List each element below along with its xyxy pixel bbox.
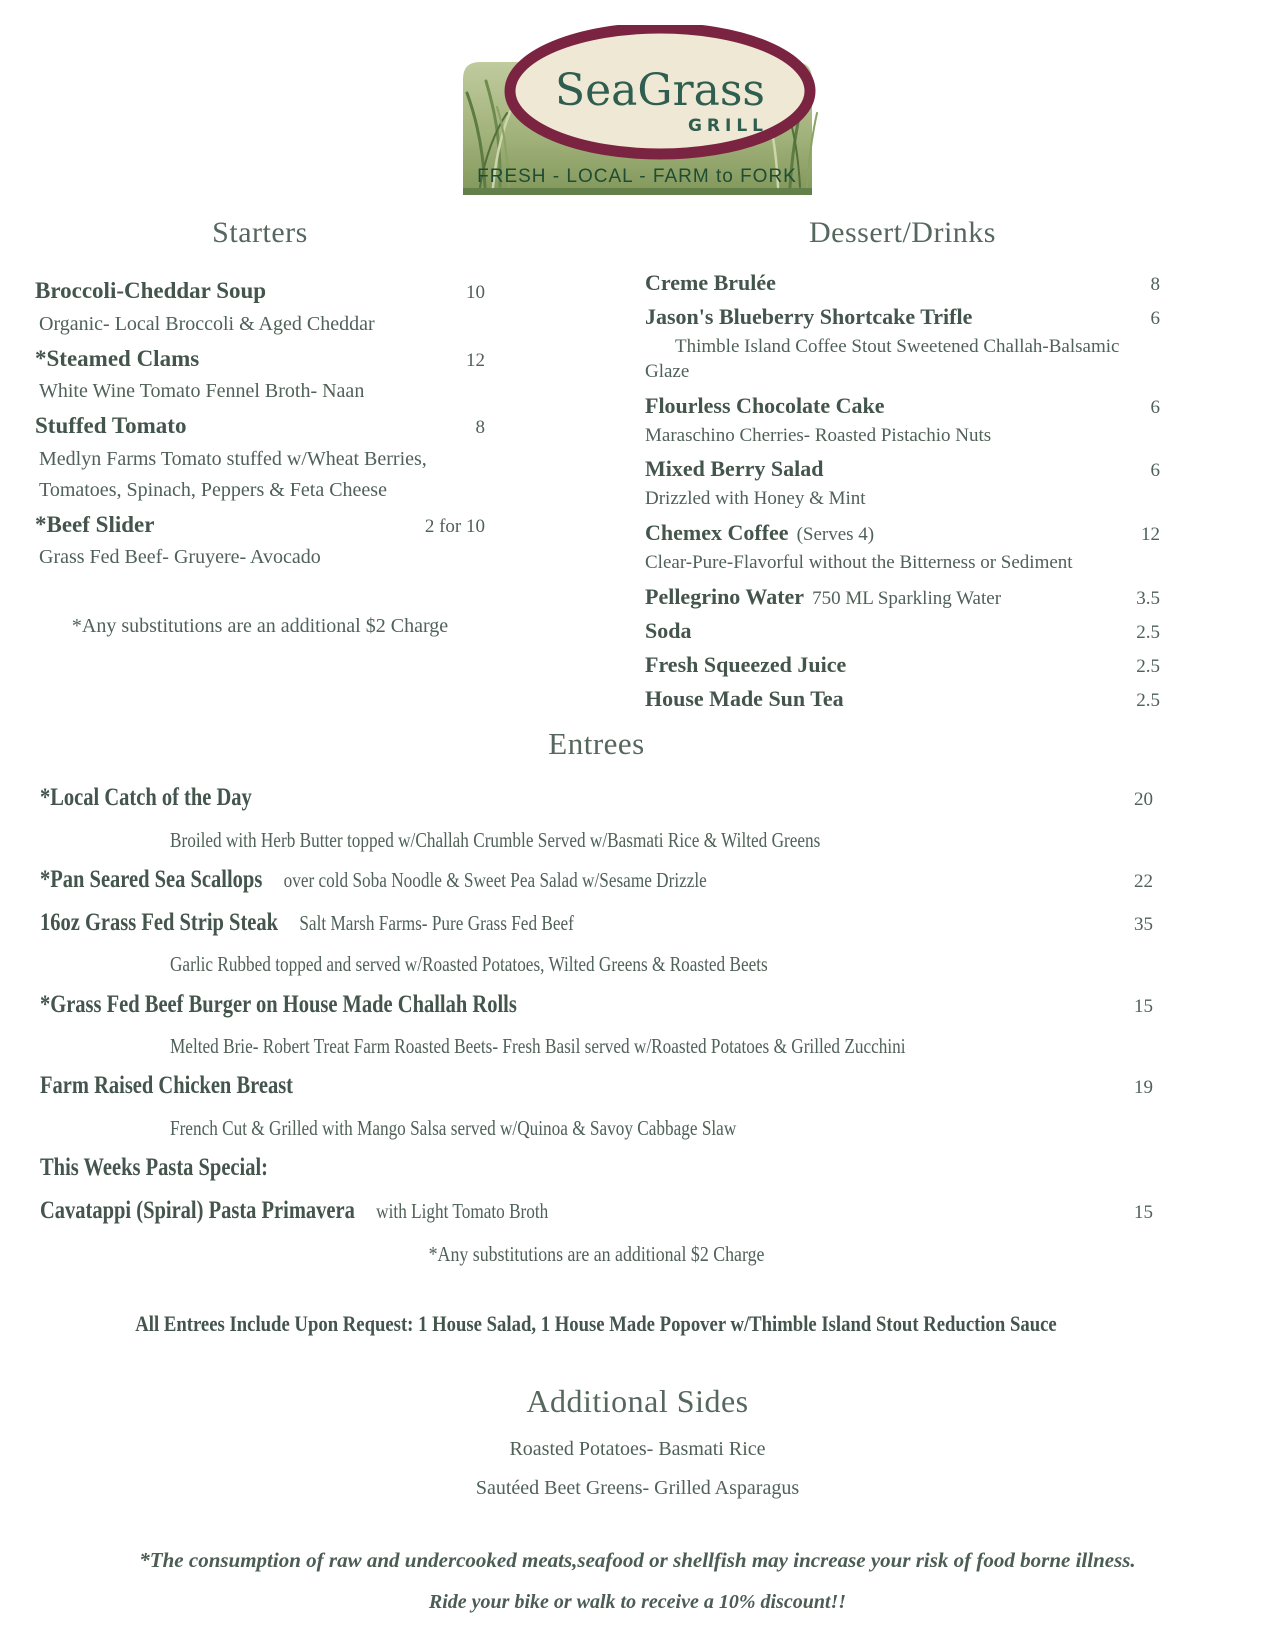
item-description: Grass Fed Beef- Gruyere- Avocado bbox=[39, 546, 321, 568]
item-name-suffix: (Serves 4) bbox=[796, 524, 875, 546]
menu-item-row bbox=[645, 648, 1160, 682]
item-price: 3.5 bbox=[1136, 587, 1160, 609]
menu-item-row bbox=[645, 516, 1160, 550]
item-name: Fresh Squeezed Juice bbox=[645, 652, 847, 678]
item-name: Mixed Berry Salad bbox=[645, 456, 824, 482]
menu-item-row bbox=[645, 614, 1160, 648]
item-inline-description: with Light Tomato Broth bbox=[376, 1199, 549, 1224]
starters-title: Starters bbox=[212, 216, 308, 249]
menu-item-row bbox=[40, 905, 1153, 941]
additional-sides-title: Additional Sides bbox=[526, 1382, 749, 1419]
menu-item-row bbox=[35, 508, 485, 543]
item-name: *Grass Fed Beef Burger on House Made Challah Rolls bbox=[40, 990, 517, 1018]
menu-columns bbox=[0, 216, 1275, 716]
item-description: White Wine Tomato Fennel Broth- Naan bbox=[39, 380, 365, 402]
item-description: Broiled with Herb Butter topped w/Challah Crumble Served w/Basmati Rice & Wilted Greens bbox=[170, 827, 821, 852]
item-price: 10 bbox=[466, 282, 485, 303]
item-price: 2 for 10 bbox=[424, 515, 485, 537]
item-price: 22 bbox=[1134, 870, 1153, 892]
item-name: Chemex Coffee (Serves 4) bbox=[645, 520, 875, 546]
menu-item-row bbox=[645, 452, 1160, 486]
item-name: Farm Raised Chicken Breast bbox=[40, 1072, 294, 1100]
menu-item-row bbox=[40, 862, 1153, 898]
logo-name-text: SeaGrass bbox=[555, 65, 765, 116]
consumption-warning: *The consumption of raw and undercooked meats,seafood or shellfish may increase your risk of food borne illness. bbox=[139, 1547, 1136, 1572]
item-name: Pellegrino Water 750 ML Sparkling Water bbox=[645, 583, 1002, 609]
starters-section bbox=[35, 216, 485, 716]
logo-bottom-strip bbox=[463, 188, 812, 195]
item-inline-description: over cold Soba Noodle & Sweet Pea Salad w/Sesame Drizzle bbox=[283, 867, 707, 892]
item-price: 12 bbox=[466, 349, 485, 371]
logo-tagline-text: FRESH - LOCAL - FARM to FORK bbox=[477, 166, 797, 187]
item-name: Creme Brulée bbox=[645, 270, 776, 295]
dessert-drinks-section bbox=[645, 216, 1160, 716]
item-price: 2.5 bbox=[1136, 656, 1160, 678]
menu-item-row bbox=[40, 780, 1153, 816]
footer-notes bbox=[0, 1548, 1275, 1614]
item-name: *Steamed Clams bbox=[35, 345, 200, 371]
restaurant-logo bbox=[445, 25, 830, 200]
item-price: 2.5 bbox=[1136, 622, 1160, 643]
item-price: 20 bbox=[1134, 789, 1153, 811]
item-price: 6 bbox=[1150, 308, 1160, 330]
item-price: 19 bbox=[1134, 1077, 1153, 1099]
item-inline-description: Salt Marsh Farms- Pure Grass Fed Beef bbox=[299, 911, 574, 936]
item-description: Garlic Rubbed topped and served w/Roasted Potatoes, Wilted Greens & Roasted Beets bbox=[170, 952, 768, 977]
seagrass-logo-graphic bbox=[445, 25, 830, 195]
item-name: *Pan Seared Sea Scallops over cold Soba Noodle & Sweet Pea Salad w/Sesame Drizzle bbox=[40, 865, 707, 893]
item-price: 6 bbox=[1150, 460, 1160, 482]
item-description: Clear-Pure-Flavorful without the Bitterness or Sediment bbox=[645, 552, 1073, 574]
menu-item-row bbox=[40, 1193, 1153, 1229]
menu-item-row bbox=[35, 274, 485, 309]
item-description: French Cut & Grilled with Mango Salsa served w/Quinoa & Savoy Cabbage Slaw bbox=[170, 1115, 737, 1140]
item-price: 15 bbox=[1134, 1202, 1153, 1224]
item-name: *Local Catch of the Day bbox=[40, 784, 252, 812]
sides-line: Roasted Potatoes- Basmati Rice bbox=[509, 1437, 766, 1460]
menu-item-row bbox=[645, 266, 1160, 300]
item-price: 12 bbox=[1141, 524, 1160, 546]
item-name: *Beef Slider bbox=[35, 511, 155, 537]
menu-item-row bbox=[645, 300, 1160, 334]
item-description: Medlyn Farms Tomato stuffed w/Wheat Berries, Tomatoes, Spinach, Peppers & Feta Cheese bbox=[39, 447, 427, 501]
menu-item-row bbox=[645, 580, 1160, 614]
menu-item-row bbox=[645, 389, 1160, 423]
item-description: Thimble Island Coffee Stout Sweetened Challah-Balsamic Glaze bbox=[645, 336, 1120, 382]
entrees-include-note: All Entrees Include Upon Request: 1 House Salad, 1 House Made Popover w/Thimble Island Stout Reduction Sauce bbox=[135, 1310, 1058, 1336]
item-price: 2.5 bbox=[1136, 690, 1160, 712]
menu-item-row bbox=[40, 987, 1153, 1023]
menu-item-row bbox=[40, 1068, 1153, 1104]
item-name: Broccoli-Cheddar Soup bbox=[35, 278, 267, 303]
item-price: 8 bbox=[475, 417, 485, 438]
item-price: 8 bbox=[1150, 274, 1160, 295]
item-name: Jason's Blueberry Shortcake Trifle bbox=[645, 304, 973, 330]
dessert-drinks-title: Dessert/Drinks bbox=[809, 216, 996, 249]
menu-item-row bbox=[40, 1150, 1153, 1186]
menu-item-row bbox=[35, 409, 485, 444]
item-description: Maraschino Cherries- Roasted Pistachio Nuts bbox=[645, 424, 992, 446]
item-name-suffix: 750 ML Sparkling Water bbox=[812, 587, 1002, 609]
item-name: Cavatappi (Spiral) Pasta Primavera with Light Tomato Broth bbox=[40, 1197, 549, 1225]
bike-discount-note: Ride your bike or walk to receive a 10% discount!! bbox=[428, 1590, 847, 1613]
item-price: 6 bbox=[1150, 396, 1160, 418]
item-description: Melted Brie- Robert Treat Farm Roasted Beets- Fresh Basil served w/Roasted Potatoes & Grilled Zucchini bbox=[170, 1034, 906, 1059]
substitutions-note: *Any substitutions are an additional $2 Charge bbox=[71, 615, 449, 637]
item-price: 35 bbox=[1134, 914, 1153, 936]
item-description: Organic- Local Broccoli & Aged Cheddar bbox=[39, 312, 375, 335]
item-name: Stuffed Tomato bbox=[35, 413, 187, 438]
item-description: Drizzled with Honey & Mint bbox=[645, 488, 866, 510]
menu-item-row bbox=[645, 682, 1160, 716]
item-price: 15 bbox=[1134, 995, 1153, 1017]
item-name: House Made Sun Tea bbox=[645, 686, 844, 712]
entrees-section bbox=[40, 726, 1153, 1336]
item-name: Soda bbox=[645, 618, 692, 643]
menu-item-row bbox=[35, 342, 485, 377]
item-name: 16oz Grass Fed Strip Steak Salt Marsh Farms- Pure Grass Fed Beef bbox=[40, 909, 574, 937]
item-name: This Weeks Pasta Special: bbox=[40, 1154, 268, 1182]
item-name: Flourless Chocolate Cake bbox=[645, 392, 885, 418]
substitutions-note: *Any substitutions are an additional $2 Charge bbox=[428, 1241, 765, 1266]
sides-line: Sautéed Beet Greens- Grilled Asparagus bbox=[475, 1476, 800, 1499]
entrees-title: Entrees bbox=[548, 726, 645, 762]
additional-sides-section bbox=[0, 1383, 1275, 1508]
logo-grill-text: GRILL bbox=[687, 116, 769, 136]
